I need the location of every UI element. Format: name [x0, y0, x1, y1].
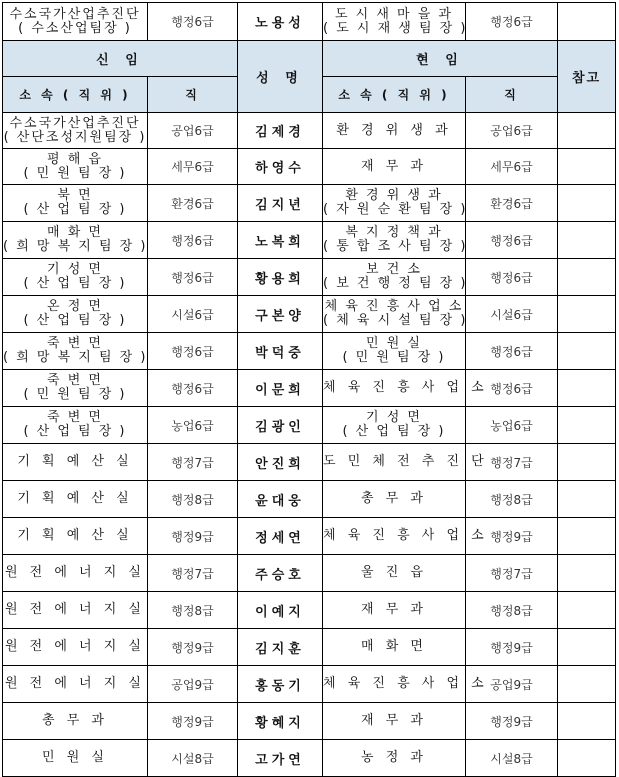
new-dept-line2: ( 산단조성지원팀장 )	[3, 129, 147, 145]
new-dept-cell	[3, 3, 148, 41]
cur-dept-line1: 도 민 체 전 추 진 단	[323, 454, 488, 469]
new-dept-line1: 죽 변 면	[47, 373, 103, 388]
new-rank-cell: 행정6급	[148, 222, 238, 259]
cur-dept-cell	[323, 296, 466, 333]
table-row	[3, 407, 616, 444]
name-cell: 안진희	[238, 444, 323, 481]
new-dept-line2: ( 희 망 복 지 팀 장 )	[3, 239, 148, 254]
new-dept-line1: 원 전 에 너 지 실	[4, 676, 145, 691]
name-cell: 홍동기	[238, 666, 323, 703]
new-dept-cell	[3, 113, 148, 149]
cur-dept-line1: 환 경 위 생 과	[345, 188, 443, 203]
new-rank-cell: 행정6급	[148, 333, 238, 370]
cur-dept-line1: 총 무 과	[361, 491, 427, 506]
new-rank-cell: 행정8급	[148, 481, 238, 518]
cur-dept-cell	[323, 592, 466, 629]
cur-dept-cell	[323, 149, 466, 185]
note-cell	[558, 222, 616, 259]
new-dept-cell	[3, 703, 148, 740]
table-row	[3, 592, 616, 629]
table-row	[3, 222, 616, 259]
new-dept-cell	[3, 555, 148, 592]
note-cell	[558, 3, 616, 41]
new-dept-line1: 원 전 에 너 지 실	[4, 565, 145, 580]
cur-dept-cell	[323, 666, 488, 703]
cur-dept-line1: 환 경 위 생 과	[336, 122, 452, 138]
cur-dept-cell	[323, 259, 466, 296]
cur-dept-line2: ( 도 시 재 생 팀 장 )	[323, 20, 468, 36]
new-dept-line2: ( 산 업 팀 장 )	[23, 202, 127, 217]
new-rank-cell: 행정8급	[148, 592, 238, 629]
new-dept-cell	[3, 592, 148, 629]
table-row	[3, 113, 616, 149]
new-dept-cell	[3, 481, 148, 518]
note-cell	[558, 259, 616, 296]
new-dept-line1: 수소국가산업추진단	[9, 115, 141, 131]
personnel-table	[2, 2, 616, 777]
cur-dept-line1: 매 화 면	[361, 639, 427, 654]
new-rank-cell: 세무6급	[148, 149, 238, 185]
name-cell: 고가연	[238, 740, 323, 777]
table-row	[3, 296, 616, 333]
cur-rank-cell: 행정8급	[466, 481, 558, 518]
cur-dept-cell	[323, 407, 466, 444]
header-note: 참고	[558, 41, 616, 113]
cur-dept-line1: 농 정 과	[361, 750, 427, 765]
new-dept-line2: ( 희 망 복 지 팀 장 )	[3, 350, 148, 365]
new-rank-cell: 행정7급	[148, 444, 238, 481]
new-rank-cell: 행정6급	[148, 3, 238, 41]
header-new-dept: 소 속 ( 직 위 )	[3, 77, 148, 113]
cur-dept-line2: ( 산 업 팀 장 )	[342, 424, 446, 439]
new-dept-line1: 기 획 예 산 실	[17, 528, 133, 543]
name-cell: 김광인	[238, 407, 323, 444]
table-row-top	[3, 3, 616, 41]
cur-dept-line1: 기 성 면	[366, 410, 422, 425]
name-cell: 황용희	[238, 259, 323, 296]
table-row	[3, 444, 616, 481]
cur-rank-cell: 행정7급	[466, 555, 558, 592]
table-row	[3, 555, 616, 592]
table-row	[3, 370, 616, 407]
new-dept-line1: 기 성 면	[47, 262, 103, 277]
note-cell	[558, 740, 616, 777]
new-rank-cell: 공업6급	[148, 113, 238, 149]
new-rank-cell: 농업6급	[148, 407, 238, 444]
table-row	[3, 259, 616, 296]
cur-rank-cell: 행정8급	[466, 592, 558, 629]
cur-dept-cell	[323, 113, 466, 149]
new-dept-cell	[3, 444, 148, 481]
cur-rank-cell: 행정9급	[466, 629, 558, 666]
new-dept-line1: 죽 변 면	[47, 336, 103, 351]
name-cell: 주승호	[238, 555, 323, 592]
table-row	[3, 518, 616, 555]
cur-dept-cell	[323, 333, 466, 370]
new-rank-cell: 행정6급	[148, 259, 238, 296]
cur-rank-cell: 행정6급	[466, 259, 558, 296]
note-cell	[558, 407, 616, 444]
new-dept-line2: ( 민 원 팀 장 )	[23, 165, 127, 181]
header-new-post: 신 임	[3, 41, 238, 77]
cur-rank-cell: 행정6급	[466, 222, 558, 259]
cur-dept-cell	[323, 629, 466, 666]
new-dept-line1: 원 전 에 너 지 실	[4, 602, 145, 617]
new-dept-line2: ( 산 업 팀 장 )	[23, 276, 127, 291]
cur-dept-line1: 재 무 과	[361, 713, 427, 728]
table-row	[3, 149, 616, 185]
cur-dept-line1: 체 육 진 흥 사 업 소	[323, 528, 488, 543]
cur-dept-cell	[323, 444, 488, 481]
name-cell: 황혜지	[238, 703, 323, 740]
cur-dept-line1: 울 진 읍	[361, 565, 427, 580]
note-cell	[558, 592, 616, 629]
new-dept-line1: 북 면	[57, 188, 93, 203]
name-cell: 이예지	[238, 592, 323, 629]
new-dept-line1: 수소국가산업추진단	[9, 6, 141, 22]
note-cell	[558, 185, 616, 222]
note-cell	[558, 444, 616, 481]
table-row	[3, 740, 616, 777]
new-dept-cell	[3, 407, 148, 444]
note-cell	[558, 666, 616, 703]
new-rank-cell: 시설8급	[148, 740, 238, 777]
cur-dept-line1: 체 육 진 흥 사 업 소	[323, 676, 488, 691]
new-rank-cell: 행정9급	[148, 518, 238, 555]
cur-rank-cell: 공업9급	[466, 666, 558, 703]
note-cell	[558, 149, 616, 185]
cur-dept-cell	[323, 370, 488, 407]
new-dept-cell	[3, 259, 148, 296]
cur-dept-line2: ( 체 육 시 설 팀 장 )	[323, 313, 468, 328]
new-dept-line1: 온 정 면	[47, 299, 103, 314]
name-cell: 노용성	[238, 3, 323, 41]
table-row	[3, 629, 616, 666]
name-cell: 윤대웅	[238, 481, 323, 518]
cur-dept-cell	[323, 518, 488, 555]
table-row	[3, 185, 616, 222]
new-dept-cell	[3, 629, 148, 666]
new-dept-line1: 매 화 면	[47, 225, 103, 240]
cur-dept-cell	[323, 555, 466, 592]
name-cell: 김제경	[238, 113, 323, 149]
new-dept-cell	[3, 185, 148, 222]
cur-dept-cell	[323, 3, 466, 41]
cur-rank-cell: 행정6급	[466, 3, 558, 41]
table-row	[3, 666, 616, 703]
new-dept-line1: 기 획 예 산 실	[17, 454, 133, 469]
cur-dept-line1: 재 무 과	[361, 158, 427, 174]
header-cur-rank: 직	[466, 77, 558, 113]
name-cell: 구본양	[238, 296, 323, 333]
new-dept-cell	[3, 740, 148, 777]
new-rank-cell: 시설6급	[148, 296, 238, 333]
cur-rank-cell: 행정6급	[466, 333, 558, 370]
cur-dept-line1: 체 육 진 흥 사 업 소	[324, 299, 464, 314]
new-rank-cell: 환경6급	[148, 185, 238, 222]
note-cell	[558, 370, 616, 407]
note-cell	[558, 113, 616, 149]
header-name: 성 명	[238, 41, 323, 113]
new-dept-line2: ( 수소산업팀장 )	[18, 20, 132, 36]
cur-dept-line1: 보 건 소	[366, 262, 422, 277]
name-cell: 정세연	[238, 518, 323, 555]
name-cell: 이문희	[238, 370, 323, 407]
new-dept-line1: 원 전 에 너 지 실	[4, 639, 145, 654]
note-cell	[558, 629, 616, 666]
cur-rank-cell: 행정6급	[466, 370, 558, 407]
new-rank-cell: 행정7급	[148, 555, 238, 592]
new-dept-cell	[3, 333, 148, 370]
table-row	[3, 703, 616, 740]
name-cell: 김지년	[238, 185, 323, 222]
new-dept-cell	[3, 149, 148, 185]
cur-dept-line2: ( 보 건 행 정 팀 장 )	[323, 276, 468, 291]
new-dept-line1: 민 원 실	[42, 750, 108, 765]
name-cell: 김지훈	[238, 629, 323, 666]
new-dept-cell	[3, 222, 148, 259]
header-cur-dept: 소 속 ( 직 위 )	[323, 77, 466, 113]
new-rank-cell: 행정6급	[148, 370, 238, 407]
header-current-post: 현 임	[323, 41, 558, 77]
cur-rank-cell: 행정7급	[466, 444, 558, 481]
note-cell	[558, 481, 616, 518]
cur-rank-cell: 행정9급	[466, 518, 558, 555]
cur-rank-cell: 환경6급	[466, 185, 558, 222]
new-rank-cell: 행정9급	[148, 629, 238, 666]
cur-dept-cell	[323, 481, 466, 518]
cur-rank-cell: 농업6급	[466, 407, 558, 444]
header-new-rank: 직	[148, 77, 238, 113]
new-dept-line1: 죽 변 면	[47, 410, 103, 425]
cur-rank-cell: 공업6급	[466, 113, 558, 149]
name-cell: 하영수	[238, 149, 323, 185]
cur-dept-line2: ( 통 합 조 사 팀 장 )	[323, 239, 468, 254]
note-cell	[558, 555, 616, 592]
new-dept-line1: 평 해 읍	[47, 151, 103, 167]
name-cell: 노복희	[238, 222, 323, 259]
new-dept-cell	[3, 370, 148, 407]
cur-dept-cell	[323, 703, 466, 740]
cur-dept-cell	[323, 740, 466, 777]
note-cell	[558, 518, 616, 555]
new-dept-cell	[3, 296, 148, 333]
cur-dept-cell	[323, 222, 466, 259]
note-cell	[558, 333, 616, 370]
new-rank-cell: 공업9급	[148, 666, 238, 703]
cur-dept-line2: ( 민 원 팀 장 )	[342, 350, 446, 365]
note-cell	[558, 296, 616, 333]
new-dept-line1: 기 획 예 산 실	[17, 491, 133, 506]
new-dept-line2: ( 산 업 팀 장 )	[23, 424, 127, 439]
table-row	[3, 481, 616, 518]
new-rank-cell: 행정9급	[148, 703, 238, 740]
header-row-1	[3, 41, 616, 77]
new-dept-cell	[3, 518, 148, 555]
cur-dept-line1: 도 시 새 마 을 과	[334, 6, 453, 22]
name-cell: 박덕중	[238, 333, 323, 370]
new-dept-line2: ( 민 원 팀 장 )	[23, 387, 127, 402]
new-dept-line1: 총 무 과	[42, 713, 108, 728]
note-cell	[558, 703, 616, 740]
cur-dept-line1: 체 육 진 흥 사 업 소	[323, 380, 488, 395]
cur-dept-line1: 민 원 실	[366, 336, 422, 351]
cur-rank-cell: 세무6급	[466, 149, 558, 185]
table-row	[3, 333, 616, 370]
cur-dept-line2: ( 자 원 순 환 팀 장 )	[323, 202, 468, 217]
cur-rank-cell: 시설6급	[466, 296, 558, 333]
cur-rank-cell: 시설8급	[466, 740, 558, 777]
cur-rank-cell: 행정9급	[466, 703, 558, 740]
cur-dept-cell	[323, 185, 466, 222]
new-dept-line2: ( 산 업 팀 장 )	[23, 313, 127, 328]
cur-dept-line1: 재 무 과	[361, 602, 427, 617]
cur-dept-line1: 복 지 정 책 과	[345, 225, 443, 240]
new-dept-cell	[3, 666, 148, 703]
